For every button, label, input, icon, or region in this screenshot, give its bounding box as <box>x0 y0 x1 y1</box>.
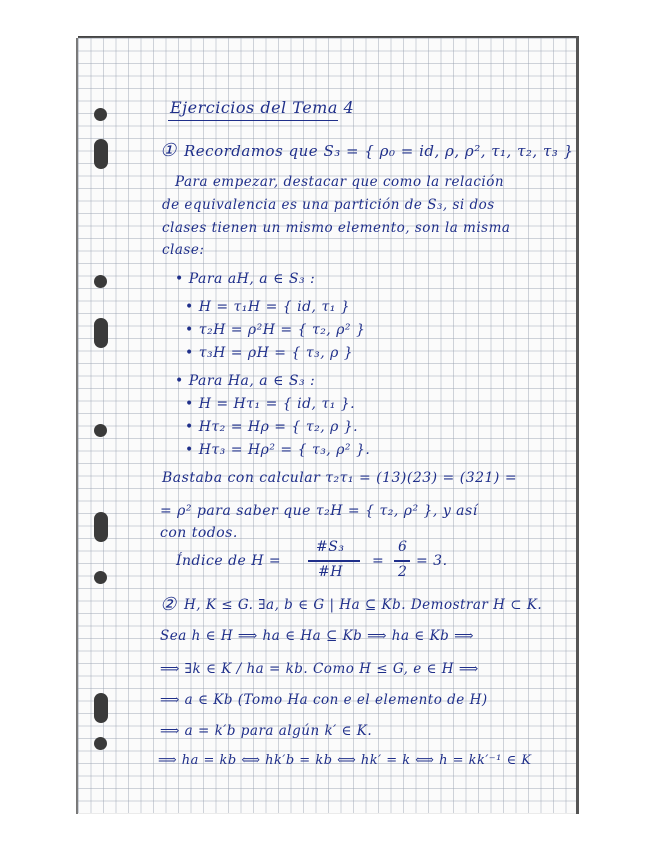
exercise-2-line: ⟹ a ∈ Kb (Tomo Ha con e el elemento de H) <box>160 692 488 708</box>
left-coset-item: • τ₃H = ρH = { τ₃, ρ } <box>185 345 354 361</box>
binder-hole <box>94 318 108 348</box>
binder-hole <box>94 139 108 169</box>
index-denominator-value: 2 <box>398 564 408 580</box>
title-underline <box>168 120 338 121</box>
binder-hole <box>94 571 107 584</box>
binder-hole <box>94 737 107 750</box>
index-label: Índice de H = <box>176 553 282 569</box>
binder-hole <box>94 693 108 723</box>
paper-right-edge <box>576 36 579 814</box>
index-denominator: #H <box>318 564 343 580</box>
paragraph-line: Bastaba con calcular τ₂τ₁ = (13)(23) = (321) = <box>162 470 518 486</box>
exercise-2-line: ⟹ ha = kb ⟺ hk′b = kb ⟺ hk′ = k ⟺ h = kk′⁻¹ ∈ K <box>158 753 532 768</box>
right-coset-item: • Hτ₂ = Hρ = { τ₂, ρ }. <box>185 419 359 435</box>
right-coset-item: • H = Hτ₁ = { id, τ₁ }. <box>185 396 356 412</box>
exercise-2-line: Sea h ∈ H ⟹ ha ∈ Ha ⊆ Kb ⟹ ha ∈ Kb ⟹ <box>160 628 474 644</box>
binder-hole <box>94 108 107 121</box>
binder-hole <box>94 424 107 437</box>
fraction-line <box>394 560 410 562</box>
left-coset-item: • H = τ₁H = { id, τ₁ } <box>185 299 351 315</box>
paragraph-line: = ρ² para saber que τ₂H = { τ₂, ρ² }, y así <box>160 503 478 519</box>
index-equals: = <box>372 553 385 569</box>
exercise-2-line: ⟹ ∃k ∈ K / ha = kb. Como H ≤ G, e ∈ H ⟹ <box>160 661 479 677</box>
fraction-line <box>308 560 360 562</box>
exercise-2-line: ⟹ a = k′b para algún k′ ∈ K. <box>160 723 373 739</box>
paragraph-line: de equivalencia es una partición de S₃, si dos <box>162 197 495 213</box>
exercise-2-line: H, K ≤ G. ∃a, b ∈ G | Ha ⊆ Kb. Demostrar H ⊂ K. <box>184 597 543 613</box>
binder-hole <box>94 512 108 542</box>
index-result: = 3. <box>416 553 448 569</box>
paragraph-line: clases tienen un mismo elemento, son la misma <box>162 220 511 236</box>
index-numerator-value: 6 <box>398 539 408 555</box>
right-coset-item: • Hτ₃ = Hρ² = { τ₃, ρ² }. <box>185 442 371 458</box>
paragraph-line: con todos. <box>160 525 238 541</box>
index-numerator: #S₃ <box>316 539 345 555</box>
paragraph-line: Para empezar, destacar que como la relación <box>175 174 505 190</box>
left-coset-item: • τ₂H = ρ²H = { τ₂, ρ² } <box>185 322 366 338</box>
paragraph-line: clase: <box>162 242 205 258</box>
exercise-1-statement: Recordamos que S₃ = { ρ₀ = id, ρ, ρ², τ₁, τ₂, τ₃ } <box>184 142 574 160</box>
right-cosets-header: • Para Ha, a ∈ S₃ : <box>175 373 316 389</box>
exercise-2-number: ② <box>160 594 177 615</box>
exercise-1-number: ① <box>160 140 177 161</box>
left-cosets-header: • Para aH, a ∈ S₃ : <box>175 271 316 287</box>
page-title: Ejercicios del Tema 4 <box>170 98 355 117</box>
binder-hole <box>94 275 107 288</box>
